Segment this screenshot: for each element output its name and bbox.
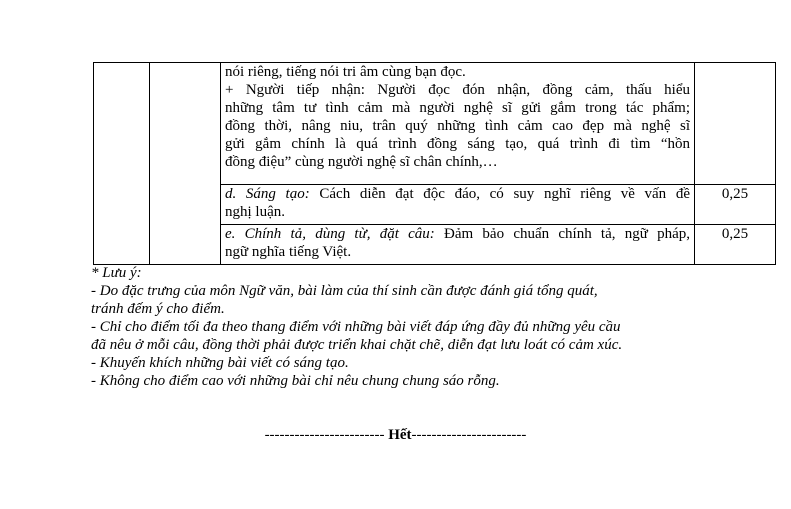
end-dashes-left: ------------------------ [264, 427, 385, 443]
notes-title: * Lưu ý: [91, 265, 142, 281]
answer-content-cell [221, 63, 695, 185]
table-cell-empty-2 [150, 63, 221, 265]
end-word: Hết [384, 427, 412, 443]
note-line: - Chỉ cho điểm tối đa theo thang điểm với những bài viết đáp ứng đầy đủ những yêu cầu [91, 319, 621, 335]
score-value: 0,25 [695, 225, 776, 265]
note-line: - Không cho điểm cao với những bài chỉ nêu chung chung sáo rỗng. [91, 373, 500, 389]
end-dashes-right: ----------------------- [411, 427, 527, 443]
criterion-line: ngữ nghĩa tiếng Việt. [225, 244, 352, 260]
note-line: - Do đặc trưng của môn Ngữ văn, bài làm của thí sinh cần được đánh giá tổng quát, [91, 283, 598, 299]
spelling-criterion-cell [221, 225, 695, 265]
creativity-criterion-cell [221, 185, 695, 225]
criterion-label: d. Sáng tạo: [225, 186, 310, 202]
notes-section [91, 264, 731, 390]
answer-line: nói riêng, tiếng nói tri âm cùng bạn đọc. [225, 64, 466, 80]
note-line: - Khuyến khích những bài viết có sáng tạo. [91, 355, 349, 371]
table-row [94, 63, 776, 185]
note-line: tránh đếm ý cho điểm. [91, 301, 225, 317]
answer-line: đồng điệu” cùng người nghệ sĩ chân chính,… [225, 154, 498, 170]
criterion-text: Đảm bảo chuẩn chính tả, ngữ pháp, [434, 226, 690, 242]
answer-line: những tâm tư tình cảm mà người nghệ sĩ gửi gắm trong tác phẩm; [225, 100, 690, 116]
criterion-line [225, 185, 690, 203]
answer-line: đồng thời, nâng niu, trân quý những tình cảm cao đẹp mà nghệ sĩ [225, 118, 690, 134]
criterion-line: nghị luận. [225, 204, 285, 220]
score-value: 0,25 [695, 185, 776, 225]
answer-line: gửi gắm chính là quá trình đồng sáng tạo, quá trình đi tìm “hồn [225, 136, 690, 152]
criterion-line [225, 225, 690, 243]
table-cell-empty-1 [94, 63, 150, 265]
note-line: đã nêu ở mỗi câu, đồng thời phải được triển khai chặt chẽ, diễn đạt lưu loát có cảm xúc. [91, 337, 623, 353]
score-cell-empty [695, 63, 776, 185]
grading-table [93, 62, 776, 265]
criterion-label: e. Chính tả, dùng từ, đặt câu: [225, 226, 435, 242]
end-marker [0, 426, 791, 444]
answer-line: + Người tiếp nhận: Người đọc đón nhận, đồng cảm, thấu hiểu [225, 82, 690, 98]
criterion-text: Cách diễn đạt độc đáo, có suy nghĩ riêng về vấn đề [309, 186, 690, 202]
